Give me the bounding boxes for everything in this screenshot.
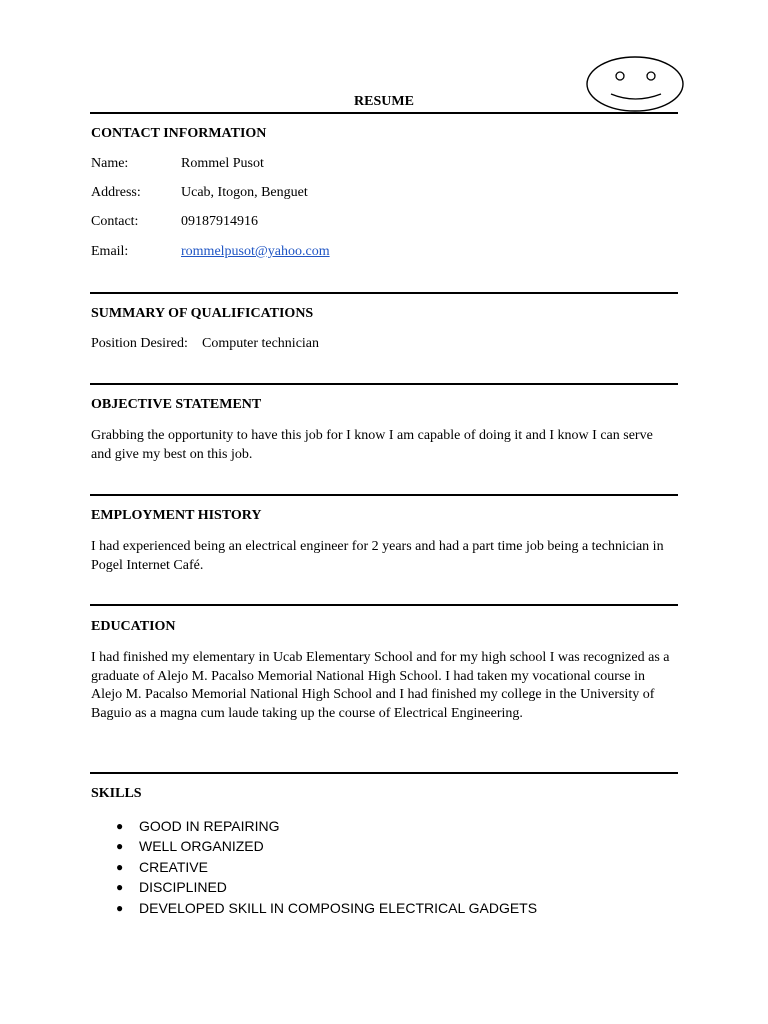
name-value: Rommel Pusot xyxy=(181,156,264,171)
position-value: Computer technician xyxy=(202,336,320,351)
bullet-icon: ● xyxy=(116,819,124,833)
resume-title: RESUME xyxy=(354,94,414,109)
skill-item xyxy=(91,857,671,877)
section-divider xyxy=(90,494,678,496)
skill-label: GOOD IN REPAIRING xyxy=(139,818,280,834)
skill-label: WELL ORGANIZED xyxy=(139,838,264,855)
bullet-icon: ● xyxy=(116,880,124,895)
education-heading: EDUCATION xyxy=(91,619,176,634)
title-divider xyxy=(90,112,678,114)
objective-heading: OBJECTIVE STATEMENT xyxy=(91,397,262,412)
section-divider xyxy=(90,604,678,606)
skill-label: DEVELOPED SKILL IN COMPOSING ELECTRICAL GADGETS xyxy=(139,899,538,916)
contact-label: Contact: xyxy=(91,214,139,229)
skill-item xyxy=(91,816,671,836)
section-divider xyxy=(90,383,678,385)
employment-text: I had experienced being an electrical engineer for 2 years and had a part time job being a technician in Pogel Internet Café. xyxy=(91,539,664,573)
skill-label: DISCIPLINED xyxy=(139,879,227,896)
email-label: Email: xyxy=(91,244,129,259)
email-value-wrap xyxy=(181,244,330,260)
employment-heading: EMPLOYMENT HISTORY xyxy=(91,508,262,523)
skills-list xyxy=(91,816,671,918)
address-label: Address: xyxy=(91,185,141,200)
bullet-icon: ● xyxy=(116,839,124,854)
skills-heading: SKILLS xyxy=(91,786,142,801)
skill-item xyxy=(91,836,671,856)
section-divider xyxy=(90,292,678,294)
section-divider xyxy=(90,772,678,774)
objective-text: Grabbing the opportunity to have this job for I know I am capable of doing it and I know I can serve and give my best on this job. xyxy=(91,428,653,462)
skill-item xyxy=(91,877,671,897)
address-value: Ucab, Itogon, Benguet xyxy=(181,185,308,200)
education-text: I had finished my elementary in Ucab Elementary School and for my high school I was recognized as a graduate of Alejo M. Pacalso Memorial National High School. I had taken my vocational course in Alejo M. Pacalso Memorial National High School and I had finished my college in the University of Baguio as a magna cum laude taking up the course of Electrical Engineering. xyxy=(91,650,670,721)
bullet-icon: ● xyxy=(116,859,124,874)
email-link[interactable]: rommelpusot@yahoo.com xyxy=(181,244,330,259)
skill-label: CREATIVE xyxy=(139,858,208,875)
contact-heading: CONTACT INFORMATION xyxy=(91,126,267,141)
summary-heading: SUMMARY OF QUALIFICATIONS xyxy=(91,306,314,321)
name-label: Name: xyxy=(91,156,129,171)
position-label: Position Desired: xyxy=(91,336,188,351)
contact-number: 09187914916 xyxy=(181,214,258,229)
skill-item xyxy=(91,898,671,918)
bullet-icon: ● xyxy=(116,900,124,915)
